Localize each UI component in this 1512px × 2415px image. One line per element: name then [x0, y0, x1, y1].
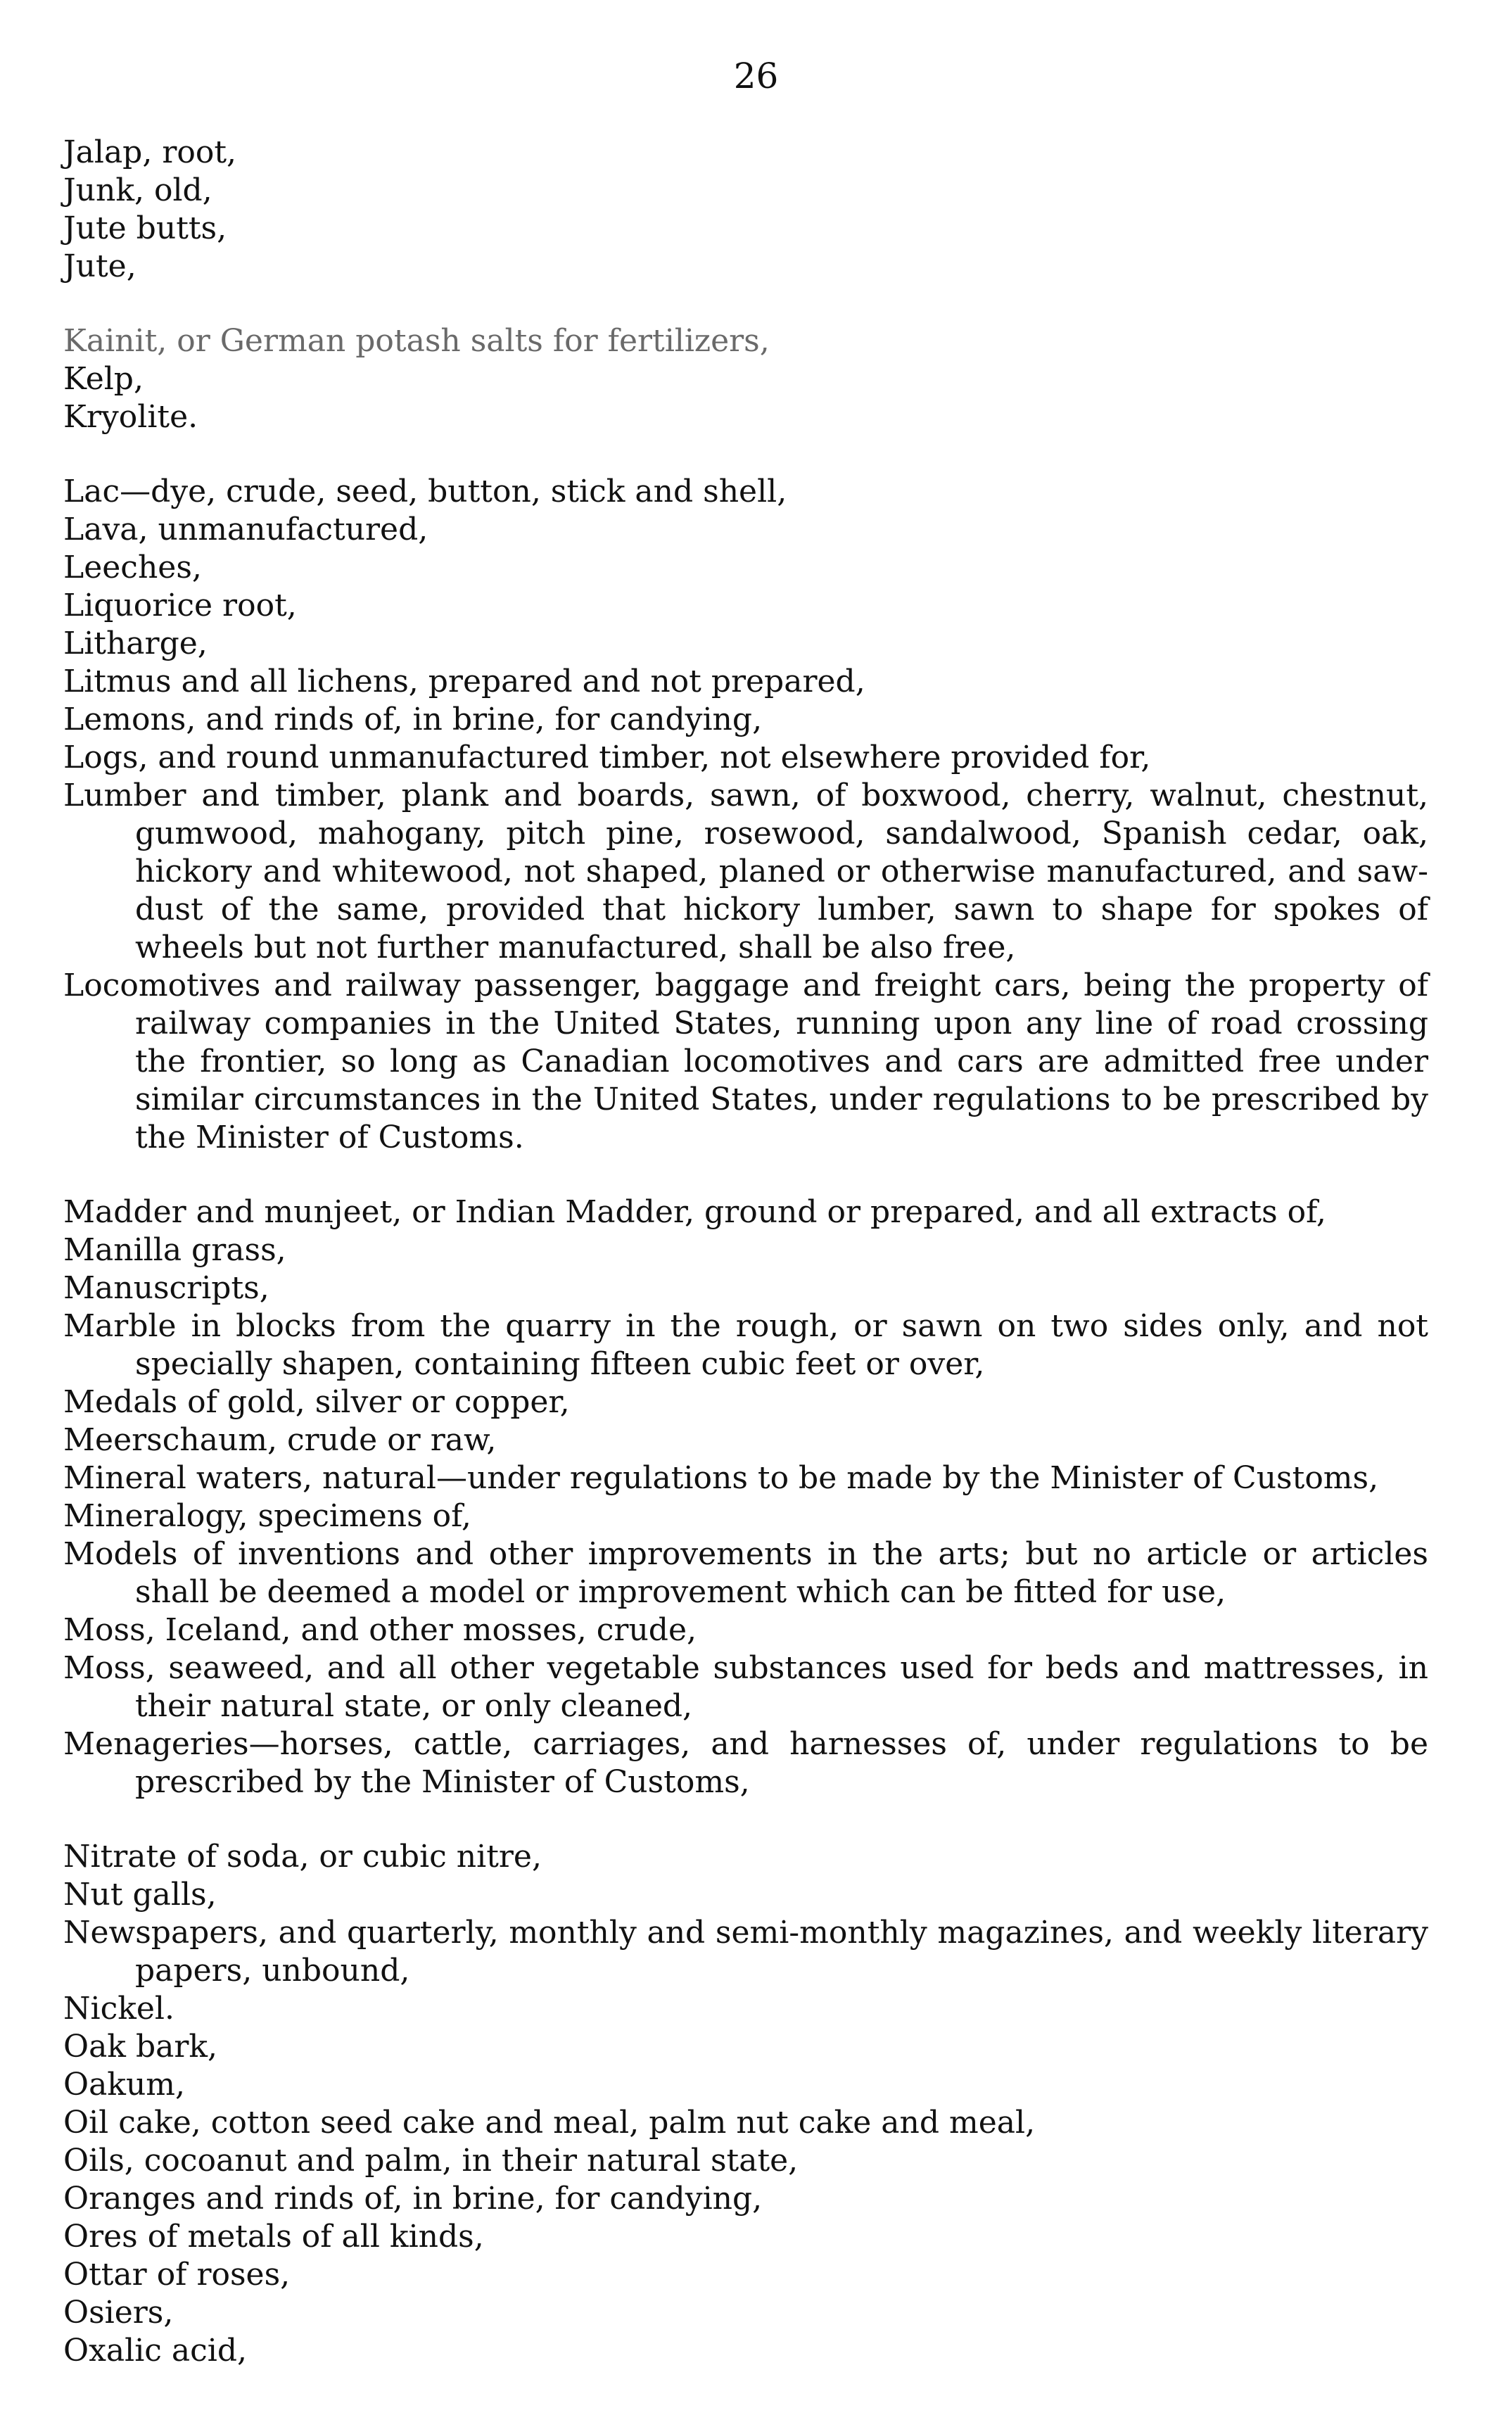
list-entry: Kryolite. [63, 399, 198, 435]
list-entry: Locomotives and railway passenger, baggage and freight cars, being the property of railway companies in the United States, running upon any line of road crossing the frontier, so long as Canadian locomotives and cars are admitted free under similar circumstances in the United States, under regulations to be prescribed by the Minister of Customs. [63, 968, 1428, 1155]
list-entry: Lac—dye, crude, seed, button, stick and shell, [63, 474, 787, 509]
list-entry: Models of inventions and other improvements in the arts; but no article or articles shall be deemed a model or improvement which can be fitted for use, [63, 1536, 1428, 1610]
list-entry: Newspapers, and quarterly, monthly and semi-monthly magazines, and weekly literary papers, unbound, [63, 1915, 1428, 1989]
list-entry: Lemons, and rinds of, in brine, for candying, [63, 702, 763, 737]
list-entry: Ores of metals of all kinds, [63, 2219, 484, 2255]
list-entry: Oils, cocoanut and palm, in their natural state, [63, 2143, 799, 2179]
list-entry: Moss, Iceland, and other mosses, crude, [63, 1612, 697, 1648]
list-entry: Menageries—horses, cattle, carriages, and harnesses of, under regulations to be prescribed by the Minister of Customs, [63, 1726, 1428, 1800]
list-entry: Logs, and round unmanufactured timber, not elsewhere provided for, [63, 740, 1151, 775]
list-entry: Osiers, [63, 2295, 174, 2331]
free-goods-list [63, 134, 1428, 2370]
list-entry: Liquorice root, [63, 588, 297, 623]
list-entry: Moss, seaweed, and all other vegetable substances used for beds and mattresses, in their natural state, or only cleaned, [63, 1650, 1428, 1724]
list-entry: Marble in blocks from the quarry in the rough, or sawn on two sides only, and not specially shapen, containing fifteen cubic feet or over, [63, 1308, 1428, 1382]
list-entry: Leeches, [63, 550, 202, 585]
list-entry: Jute butts, [63, 210, 227, 246]
list-entry: Nut galls, [63, 1877, 217, 1913]
list-entry: Kelp, [63, 361, 144, 397]
list-entry: Ottar of roses, [63, 2257, 291, 2293]
list-entry: Oakum, [63, 2067, 186, 2103]
list-entry: Oak bark, [63, 2029, 218, 2065]
list-entry: Jute, [63, 248, 136, 284]
list-entry: Oranges and rinds of, in brine, for candying, [63, 2181, 763, 2217]
list-entry: Manilla grass, [63, 1232, 286, 1268]
list-entry: Lava, unmanufactured, [63, 512, 428, 547]
list-entry: Lumber and timber, plank and boards, sawn, of boxwood, cherry, walnut, chestnut, gumwood, mahogany, pitch pine, rosewood, sandalwood, Spanish cedar, oak, hickory and whitewood, not shaped, planed or otherwise manufactured, and saw-dust of the same, provided that hickory lumber, sawn to shape for spokes of wheels but not further manufactured, shall be also free, [63, 778, 1428, 965]
list-entry: Mineral waters, natural—under regulations to be made by the Minister of Customs, [63, 1460, 1379, 1496]
list-entry: Oxalic acid, [63, 2333, 247, 2369]
page-number: 26 [733, 56, 779, 96]
list-entry: Jalap, root, [63, 134, 236, 170]
list-entry: Manuscripts, [63, 1270, 269, 1306]
list-entry: Mineralogy, specimens of, [63, 1498, 471, 1534]
list-entry: Medals of gold, silver or copper, [63, 1384, 570, 1420]
list-entry: Litmus and all lichens, prepared and not prepared, [63, 664, 865, 699]
list-entry: Litharge, [63, 626, 208, 661]
list-entry: Madder and munjeet, or Indian Madder, ground or prepared, and all extracts of, [63, 1194, 1326, 1230]
list-entry: Oil cake, cotton seed cake and meal, palm nut cake and meal, [63, 2105, 1036, 2141]
list-entry: Kainit, or German potash salts for fertilizers, [63, 323, 770, 359]
list-entry: Nitrate of soda, or cubic nitre, [63, 1839, 542, 1875]
list-entry: Nickel. [63, 1991, 174, 2027]
list-entry: Meerschaum, crude or raw, [63, 1422, 497, 1458]
list-entry: Junk, old, [63, 172, 212, 208]
